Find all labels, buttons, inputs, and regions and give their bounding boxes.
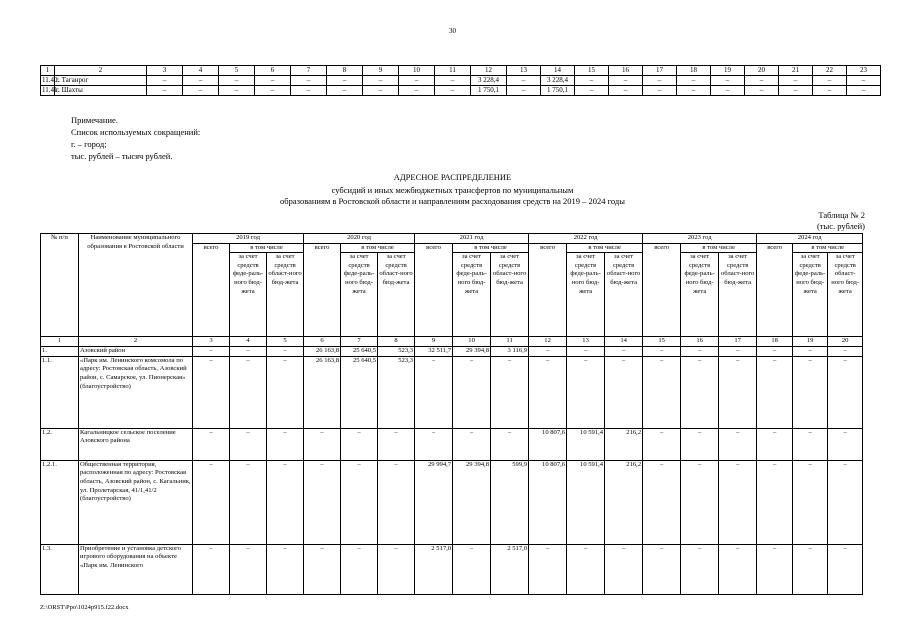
column-number-cell: 18 [677, 66, 711, 76]
header-including: в том числе [341, 243, 415, 253]
table-cell: – [507, 86, 541, 96]
table-cell: – [609, 76, 643, 86]
table-row [41, 428, 863, 460]
table-cell: – [847, 86, 881, 96]
table-cell: – [183, 86, 219, 96]
header-including: в том числе [681, 243, 757, 253]
heading-line-2: субсидий и иных межбюджетных трансфертов по муниципальным [331, 185, 574, 195]
value-cell: – [828, 346, 863, 356]
value-cell: – [378, 428, 415, 460]
row-name: Кагальницкое сельское поселение Азовского района [79, 428, 193, 460]
column-number-cell: 12 [529, 337, 567, 347]
table-cell: – [219, 76, 255, 86]
column-number-cell: 7 [291, 66, 327, 76]
table-cell: – [291, 86, 327, 96]
column-number-cell: 2 [79, 337, 193, 347]
table-cell: – [643, 76, 677, 86]
value-cell: – [267, 346, 304, 356]
value-cell: 2 517,0 [491, 544, 529, 594]
value-cell: – [378, 460, 415, 544]
value-cell: – [453, 428, 491, 460]
value-cell: – [193, 346, 230, 356]
value-cell: – [681, 346, 719, 356]
row-number: 1. [41, 346, 79, 356]
units-label: (тыс. рублей) [816, 221, 865, 231]
value-cell: – [267, 460, 304, 544]
value-cell: – [267, 428, 304, 460]
column-number-cell: 8 [327, 66, 363, 76]
column-number-cell: 17 [719, 337, 757, 347]
column-number-cell: 17 [643, 66, 677, 76]
value-cell: 29 994,7 [415, 460, 453, 544]
column-number-cell: 10 [453, 337, 491, 347]
column-number-cell: 9 [415, 337, 453, 347]
column-number-cell: 18 [757, 337, 793, 347]
row-name: Приобретение и установка детского игрового оборудования на объекте «Парк им. Ленинского [79, 544, 193, 594]
column-number-cell: 13 [567, 337, 605, 347]
value-cell: – [267, 356, 304, 428]
header-regional: за счет средств област-ного бюд-жета [267, 253, 304, 337]
value-cell: – [681, 460, 719, 544]
column-number-cell: 5 [267, 337, 304, 347]
table-cell: – [507, 76, 541, 86]
table-cell: – [643, 86, 677, 96]
value-cell: – [719, 356, 757, 428]
value-cell: 216,2 [605, 460, 643, 544]
value-cell: – [304, 460, 341, 544]
note-line: г. – город; [71, 139, 107, 149]
table-cell: – [255, 76, 291, 86]
table-cell: – [147, 76, 183, 86]
table-cell: – [813, 86, 847, 96]
value-cell: – [605, 346, 643, 356]
value-cell: 32 511,7 [415, 346, 453, 356]
value-cell: – [230, 346, 267, 356]
value-cell: 29 394,8 [453, 346, 491, 356]
value-cell: – [757, 460, 793, 544]
header-total: всего [643, 243, 681, 337]
table-cell: – [147, 86, 183, 96]
table-cell: – [399, 86, 435, 96]
table-label: Таблица № 2 [818, 210, 865, 220]
header-regional: за счет средств област-ного бюд-жета [378, 253, 415, 337]
column-number-cell: 8 [378, 337, 415, 347]
table-cell: – [363, 86, 399, 96]
value-cell: 10 807,6 [529, 428, 567, 460]
row-number: 1.2.1. [41, 460, 79, 544]
header-total: всего [415, 243, 453, 337]
value-cell: – [267, 544, 304, 594]
value-cell: – [605, 356, 643, 428]
value-cell: – [491, 428, 529, 460]
row-name: Азовский район [79, 346, 193, 356]
header-federal: за счет средств феде-раль-ного бюд-жета [567, 253, 605, 337]
note-line: Список используемых сокращений: [71, 127, 201, 137]
header-regional: за счет средств област-ного бюд-жета [719, 253, 757, 337]
value-cell: – [643, 356, 681, 428]
column-number-cell: 20 [745, 66, 779, 76]
value-cell: – [643, 544, 681, 594]
value-cell: – [828, 460, 863, 544]
column-number-cell: 19 [711, 66, 745, 76]
row-number: 1.2. [41, 428, 79, 460]
value-cell: – [453, 356, 491, 428]
table-row [41, 544, 863, 594]
value-cell: – [378, 544, 415, 594]
heading-line-1: АДРЕСНОЕ РАСПРЕДЕЛЕНИЕ [393, 172, 512, 182]
value-cell: – [757, 428, 793, 460]
column-number-cell: 6 [304, 337, 341, 347]
column-number-cell: 1 [41, 337, 79, 347]
column-number-cell: 15 [575, 66, 609, 76]
table-cell: – [575, 86, 609, 96]
value-cell: – [757, 356, 793, 428]
column-number-cell: 20 [828, 337, 863, 347]
table-cell: – [745, 76, 779, 86]
column-number-cell: 7 [341, 337, 378, 347]
value-cell: – [529, 544, 567, 594]
value-cell: – [793, 346, 828, 356]
table-cell: – [327, 76, 363, 86]
table-cell: – [219, 86, 255, 96]
value-cell: 25 640,5 [341, 346, 378, 356]
value-cell: – [719, 460, 757, 544]
table-cell: – [435, 76, 471, 86]
value-cell: – [757, 544, 793, 594]
column-number-cell: 19 [793, 337, 828, 347]
value-cell: 26 163,8 [304, 346, 341, 356]
value-cell: – [719, 428, 757, 460]
value-cell: – [415, 428, 453, 460]
table-row [41, 460, 863, 544]
table-header-row [41, 66, 881, 76]
top-continuation-table [40, 65, 881, 96]
file-path-footer: Z:\ORST\Ppo\1024p915.f22.docx [40, 604, 129, 611]
value-cell: – [828, 544, 863, 594]
header-total: всего [757, 243, 793, 337]
header-federal: за счет средств феде-раль-ного бюд-жета [681, 253, 719, 337]
row-name: «Парк им. Ленинского комсомола по адресу: Ростовская область, Азовский район, с. Самарское, ул. Пионерская» (благоустройство) [79, 356, 193, 428]
header-year: 2023 год [643, 234, 757, 244]
column-number-cell: 14 [605, 337, 643, 347]
header-including: в том числе [453, 243, 529, 253]
table-cell: 11.40. [42, 76, 60, 84]
header-federal: за счет средств феде-раль-ного бюд-жета [341, 253, 378, 337]
table-row [41, 356, 863, 428]
table-cell: – [183, 76, 219, 86]
value-cell: – [828, 428, 863, 460]
table-cell: – [711, 86, 745, 96]
column-number-cell: 1 [41, 66, 55, 76]
value-cell: – [643, 460, 681, 544]
column-number-cell: 16 [609, 66, 643, 76]
column-number-cell: 2 [55, 66, 147, 76]
column-number-cell: 9 [363, 66, 399, 76]
table-row [41, 76, 881, 86]
header-federal: за счет средств феде-раль-ного бюд-жета [793, 253, 828, 337]
column-number-cell: 22 [813, 66, 847, 76]
table-cell: – [255, 86, 291, 96]
table-cell: – [813, 76, 847, 86]
header-including: в том числе [230, 243, 304, 253]
header-no: № п/п [41, 234, 79, 337]
value-cell: 10 591,4 [567, 460, 605, 544]
note-block [71, 114, 200, 162]
value-cell: – [193, 428, 230, 460]
header-federal: за счет средств феде-раль-ного бюд-жета [453, 253, 491, 337]
column-number-cell: 16 [681, 337, 719, 347]
table-cell: – [677, 76, 711, 86]
table-cell: 3 228,4 [541, 76, 575, 86]
value-cell: 523,3 [378, 356, 415, 428]
table-cell: – [677, 86, 711, 96]
column-number-cell: 15 [643, 337, 681, 347]
header-total: всего [193, 243, 230, 337]
value-cell: – [828, 356, 863, 428]
header-total: всего [529, 243, 567, 337]
value-cell: 26 163,8 [304, 356, 341, 428]
column-number-cell: 4 [183, 66, 219, 76]
row-number: 1.1. [41, 356, 79, 428]
note-line: тыс. рублей – тысяч рублей. [71, 151, 173, 161]
value-cell: – [567, 356, 605, 428]
column-number-cell: 13 [507, 66, 541, 76]
value-cell: – [230, 460, 267, 544]
table-cell: – [779, 76, 813, 86]
value-cell: – [643, 428, 681, 460]
column-number-cell: 10 [399, 66, 435, 76]
header-federal: за счет средств феде-раль-ного бюд-жета [230, 253, 267, 337]
column-number-cell: 6 [255, 66, 291, 76]
value-cell: 216,2 [605, 428, 643, 460]
table-cell: – [399, 76, 435, 86]
table-cell: – [327, 86, 363, 96]
table-cell: – [609, 86, 643, 96]
value-cell: – [341, 460, 378, 544]
column-number-cell: 3 [193, 337, 230, 347]
header-regional: за счет средств област-ного бюд-жета [828, 253, 863, 337]
value-cell: 2 517,0 [415, 544, 453, 594]
value-cell: – [341, 544, 378, 594]
value-cell: – [415, 356, 453, 428]
value-cell: – [529, 346, 567, 356]
page-number: 30 [449, 27, 456, 35]
column-number-cell: 21 [779, 66, 813, 76]
table-cell: 3 228,4 [471, 76, 507, 86]
value-cell: 10 807,6 [529, 460, 567, 544]
value-cell: – [793, 460, 828, 544]
value-cell: – [567, 544, 605, 594]
value-cell: – [681, 356, 719, 428]
table-cell: г. Шахты [55, 86, 147, 96]
table-cell: г. Таганрог [55, 76, 147, 86]
header-including: в том числе [567, 243, 643, 253]
table-cell: – [291, 76, 327, 86]
value-cell: – [193, 356, 230, 428]
heading-line-3: образованиям в Ростовской области и направлениям расходования средств на 2019 – 2024 годы [280, 196, 625, 206]
header-year: 2021 год [415, 234, 529, 244]
value-cell: – [491, 356, 529, 428]
column-number-cell: 3 [147, 66, 183, 76]
value-cell: – [793, 356, 828, 428]
value-cell: – [605, 544, 643, 594]
header-regional: за счет средств област-ного бюд-жета [491, 253, 529, 337]
table-cell: – [575, 76, 609, 86]
value-cell: 523,3 [378, 346, 415, 356]
header-name: Наименование муниципального образования в Ростовской области [79, 234, 193, 337]
value-cell: – [793, 428, 828, 460]
column-number-cell: 12 [471, 66, 507, 76]
column-number-cell: 14 [541, 66, 575, 76]
table-row [41, 86, 881, 96]
value-cell: 29 394,8 [453, 460, 491, 544]
header-including: в том числе [793, 243, 863, 253]
address-distribution-table [40, 233, 863, 595]
value-cell: – [230, 356, 267, 428]
value-cell: – [757, 346, 793, 356]
value-cell: – [793, 544, 828, 594]
table-cell: – [711, 76, 745, 86]
header-year: 2024 год [757, 234, 863, 244]
row-number: 1.3. [41, 544, 79, 594]
value-cell: – [567, 346, 605, 356]
value-cell: – [230, 544, 267, 594]
column-number-cell: 23 [847, 66, 881, 76]
value-cell: – [453, 544, 491, 594]
header-year: 2020 год [304, 234, 415, 244]
table-cell: 1 750,1 [541, 86, 575, 96]
table-label-block [817, 210, 865, 232]
value-cell: – [230, 428, 267, 460]
header-year: 2022 год [529, 234, 643, 244]
header-total: всего [304, 243, 341, 337]
value-cell: – [193, 460, 230, 544]
value-cell: – [643, 346, 681, 356]
column-number-cell: 4 [230, 337, 267, 347]
value-cell: – [719, 346, 757, 356]
table-cell: 11.41. [42, 86, 60, 94]
column-number-cell: 11 [435, 66, 471, 76]
value-cell: – [529, 356, 567, 428]
table-cell: – [779, 86, 813, 96]
value-cell: – [681, 544, 719, 594]
value-cell: – [304, 544, 341, 594]
value-cell: – [304, 428, 341, 460]
value-cell: 25 640,5 [341, 356, 378, 428]
value-cell: 599,9 [491, 460, 529, 544]
table-cell: – [745, 86, 779, 96]
header-regional: за счет средств област-ного бюд-жета [605, 253, 643, 337]
row-name: Общественная территория, расположенная по адресу: Ростовская область, Азовский район, с. Кагальник, ул. Пролетарская, 41/1,41/2 (благоустройство) [79, 460, 193, 544]
column-number-cell: 11 [491, 337, 529, 347]
value-cell: – [681, 428, 719, 460]
note-title: Примечание. [71, 115, 118, 125]
table-cell: – [847, 76, 881, 86]
value-cell: 3 116,9 [491, 346, 529, 356]
table-cell: – [435, 86, 471, 96]
value-cell: – [341, 428, 378, 460]
table-cell: 1 750,1 [471, 86, 507, 96]
value-cell: – [193, 544, 230, 594]
table-row [41, 346, 863, 356]
table-cell: – [363, 76, 399, 86]
column-number-cell: 5 [219, 66, 255, 76]
value-cell: 10 591,4 [567, 428, 605, 460]
header-year: 2019 год [193, 234, 304, 244]
value-cell: – [719, 544, 757, 594]
